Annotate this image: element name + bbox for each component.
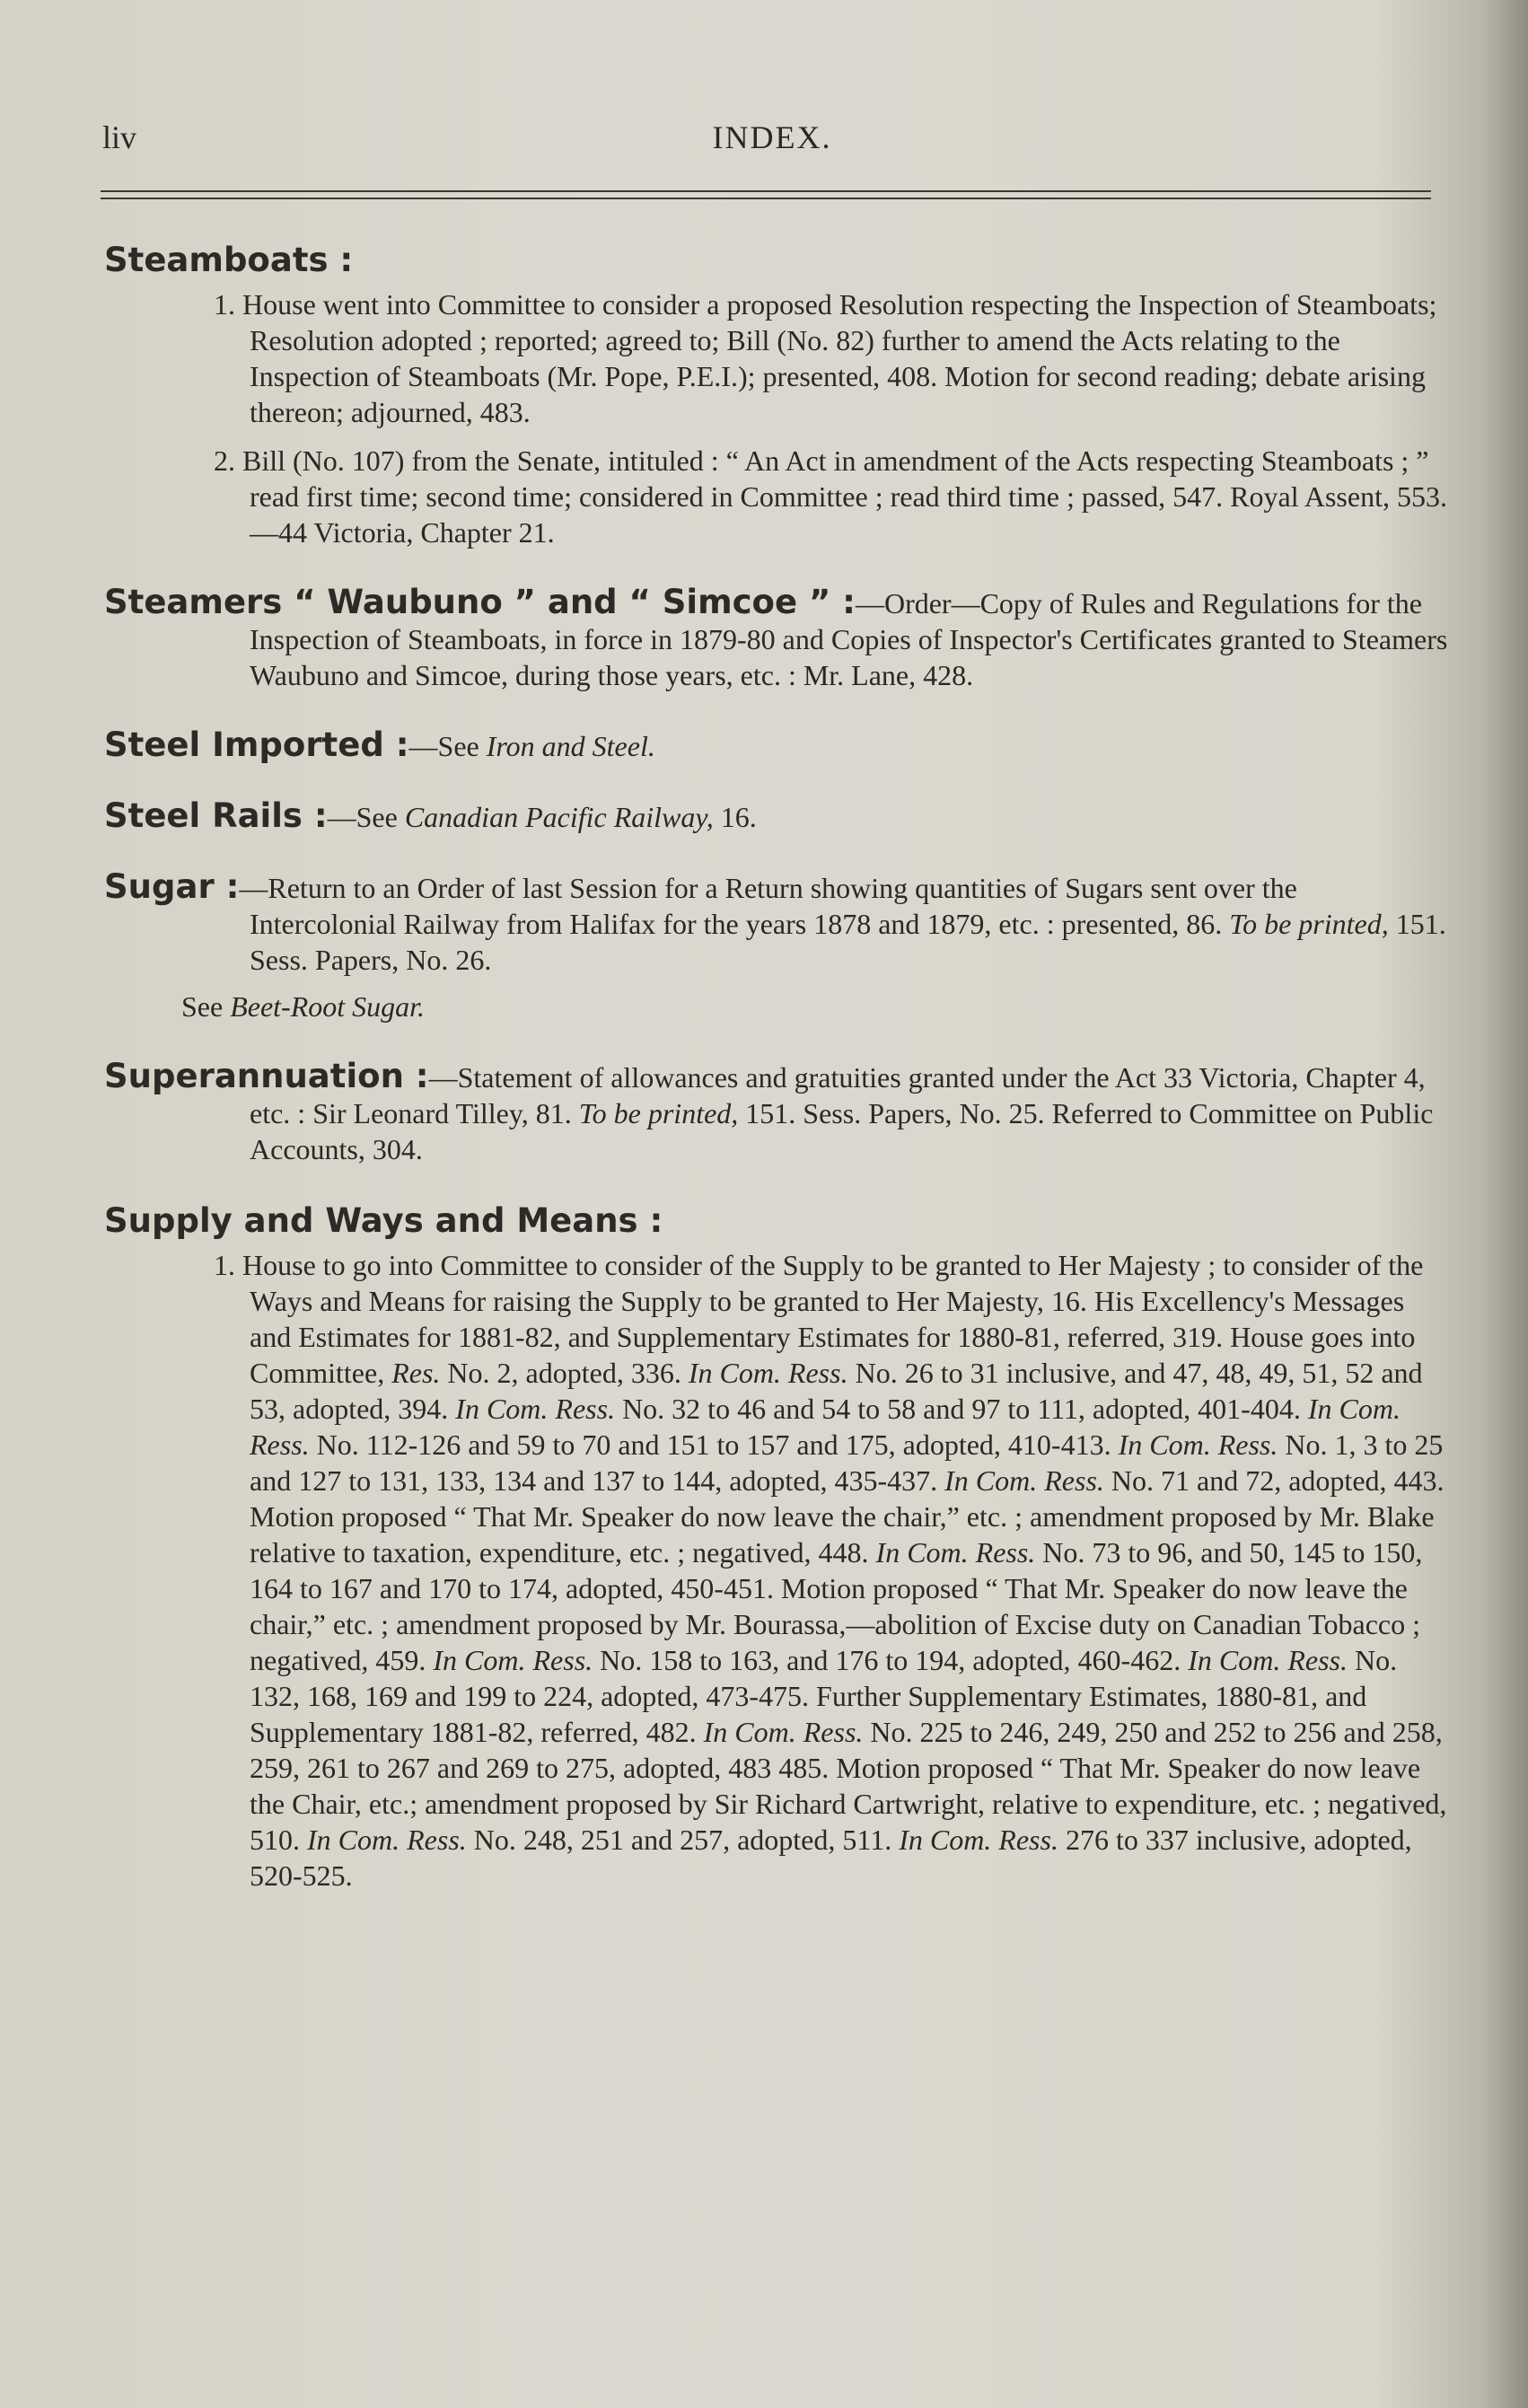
entry-steamboats <box>104 241 1451 550</box>
header-rule <box>101 189 1431 201</box>
entry-heading: Steamers “ Waubuno ” and “ Simcoe ” : <box>104 583 856 621</box>
entry-heading: Steel Imported : <box>104 725 409 764</box>
entry-text: —Return to an Order of last Session for a Return showing quantities of Sugars sent over the Intercolonial Railway from Halifax for the years 1878 and 1879, etc. : presented, 86. <box>239 872 1297 940</box>
page-title: INDEX. <box>712 119 832 155</box>
entry-item: 2. Bill (No. 107) from the Senate, intituled : “ An Act in amendment of the Acts respecting Steamboats ; ” read first time; second time; considered in Committee ; read third time ; passed, 547. Royal Assent, 553.—44 Victoria, Chapter 21. <box>214 444 1447 549</box>
entry-text: 151. Sess. Papers, No. 26. <box>250 908 1446 976</box>
entry-heading: Superannuation : <box>104 1057 429 1095</box>
entry-item: 1. House to go into Committee to consider of the Supply to be granted to Her Majesty ; to consider of the Ways and Means for raising the Supply to be granted to Her Majesty, 16. His Excellency's Messages and Estimates for 1881-82, and Supplementary Estimates for 1880-81, referred, 319. House goes into Committee, Res. No. 2, adopted, 336. In Com. Ress. No. 26 to 31 inclusive, and 47, 48, 49, 51, 52 and 53, adopted, 394. In Com. Ress. No. 32 to 46 and 54 to 58 and 97 to 111, adopted, 401-404. In Com. Ress. No. 112-126 and 59 to 70 and 151 to 157 and 175, adopted, 410-413. In Com. Ress. No. 1, 3 to 25 and 127 to 131, 133, 134 and 137 to 144, adopted, 435-437. In Com. Ress. No. 71 and 72, adopted, 443. Motion proposed “ That Mr. Speaker do now leave the chair,” etc. ; amendment proposed by Mr. Blake relative to taxation, expenditure, etc. ; negatived, 448. In Com. Ress. No. 73 to 96, and 50, 145 to 150, 164 to 167 and 170 to 174, adopted, 450-451. Motion proposed “ That Mr. Speaker do now leave the chair,” etc. ; amendment proposed by Mr. Bourassa,—abolition of Excise duty on Canadian Tobacco ; negatived, 459. In Com. Ress. No. 158 to 163, and 176 to 194, adopted, 460-462. In Com. Ress. No. 132, 168, 169 and 199 to 224, adopted, 473-475. Further Supplementary Estimates, 1880-81, and Supplementary 1881-82, referred, 482. In Com. Ress. No. 225 to 246, 249, 250 and 252 to 256 and 258, 259, 261 to 267 and 269 to 275, adopted, 483 485. Motion proposed “ That Mr. Speaker do now leave the Chair, etc.; amendment proposed by Sir Richard Cartwright, relative to expenditure, etc. ; negatived, 510. In Com. Ress. No. 248, 251 and 257, adopted, 511. In Com. Ress. 276 to 337 inclusive, adopted, 520-525. <box>214 1249 1447 1892</box>
italic-text: To be printed, <box>578 1097 739 1129</box>
entry-steel-imported <box>104 727 1451 764</box>
entry-supply <box>104 1201 1451 1894</box>
entry-text: —See <box>327 801 405 833</box>
entry-text: —Order—Copy of Rules and Regulations for the Inspection of Steamboats, in force in 1879-80 and Copies of Inspector's Certificates granted to Steamers Waubuno and Simcoe, during those years, etc. : Mr. Lane, 428. <box>250 587 1448 691</box>
entry-heading: Sugar : <box>104 867 240 906</box>
cross-reference: Iron and Steel. <box>486 730 655 762</box>
entry-text: —See <box>408 730 487 762</box>
cross-reference: Beet-Root Sugar. <box>230 990 426 1023</box>
italic-text: To be printed, <box>1229 908 1389 940</box>
page-number: liv <box>102 119 137 155</box>
entry-sugar <box>104 869 1451 1024</box>
entry-heading: Supply and Ways and Means : <box>104 1201 663 1240</box>
entry-item: 1. House went into Committee to consider a proposed Resolution respecting the Inspection of Steamboats; Resolution adopted ; reported; agreed to; Bill (No. 82) further to amend the Acts relating to the Inspection of Steamboats (Mr. Pope, P.E.I.); presented, 408. Motion for second reading; debate arising thereon; adjourned, 483. <box>214 288 1437 428</box>
entry-text: 151. Sess. Papers, No. 25. Referred to Committee on Public Accounts, 304. <box>250 1097 1434 1165</box>
entry-text: 16. <box>713 801 757 833</box>
entry-text: —Statement of allowances and gratuities granted under the Act 33 Victoria, Chapter 4, etc. : Sir Leonard Tilley, 81. <box>250 1061 1426 1129</box>
index-content <box>104 241 1451 1928</box>
see-also: See Beet-Root Sugar. <box>181 990 426 1023</box>
entry-steel-rails <box>104 798 1451 835</box>
entry-steamers <box>104 584 1451 693</box>
page-header <box>99 119 1445 163</box>
entry-heading: Steamboats : <box>104 241 354 279</box>
entry-heading: Steel Rails : <box>104 796 328 835</box>
cross-reference: Canadian Pacific Railway, <box>404 801 714 833</box>
entry-superannuation <box>104 1059 1451 1167</box>
